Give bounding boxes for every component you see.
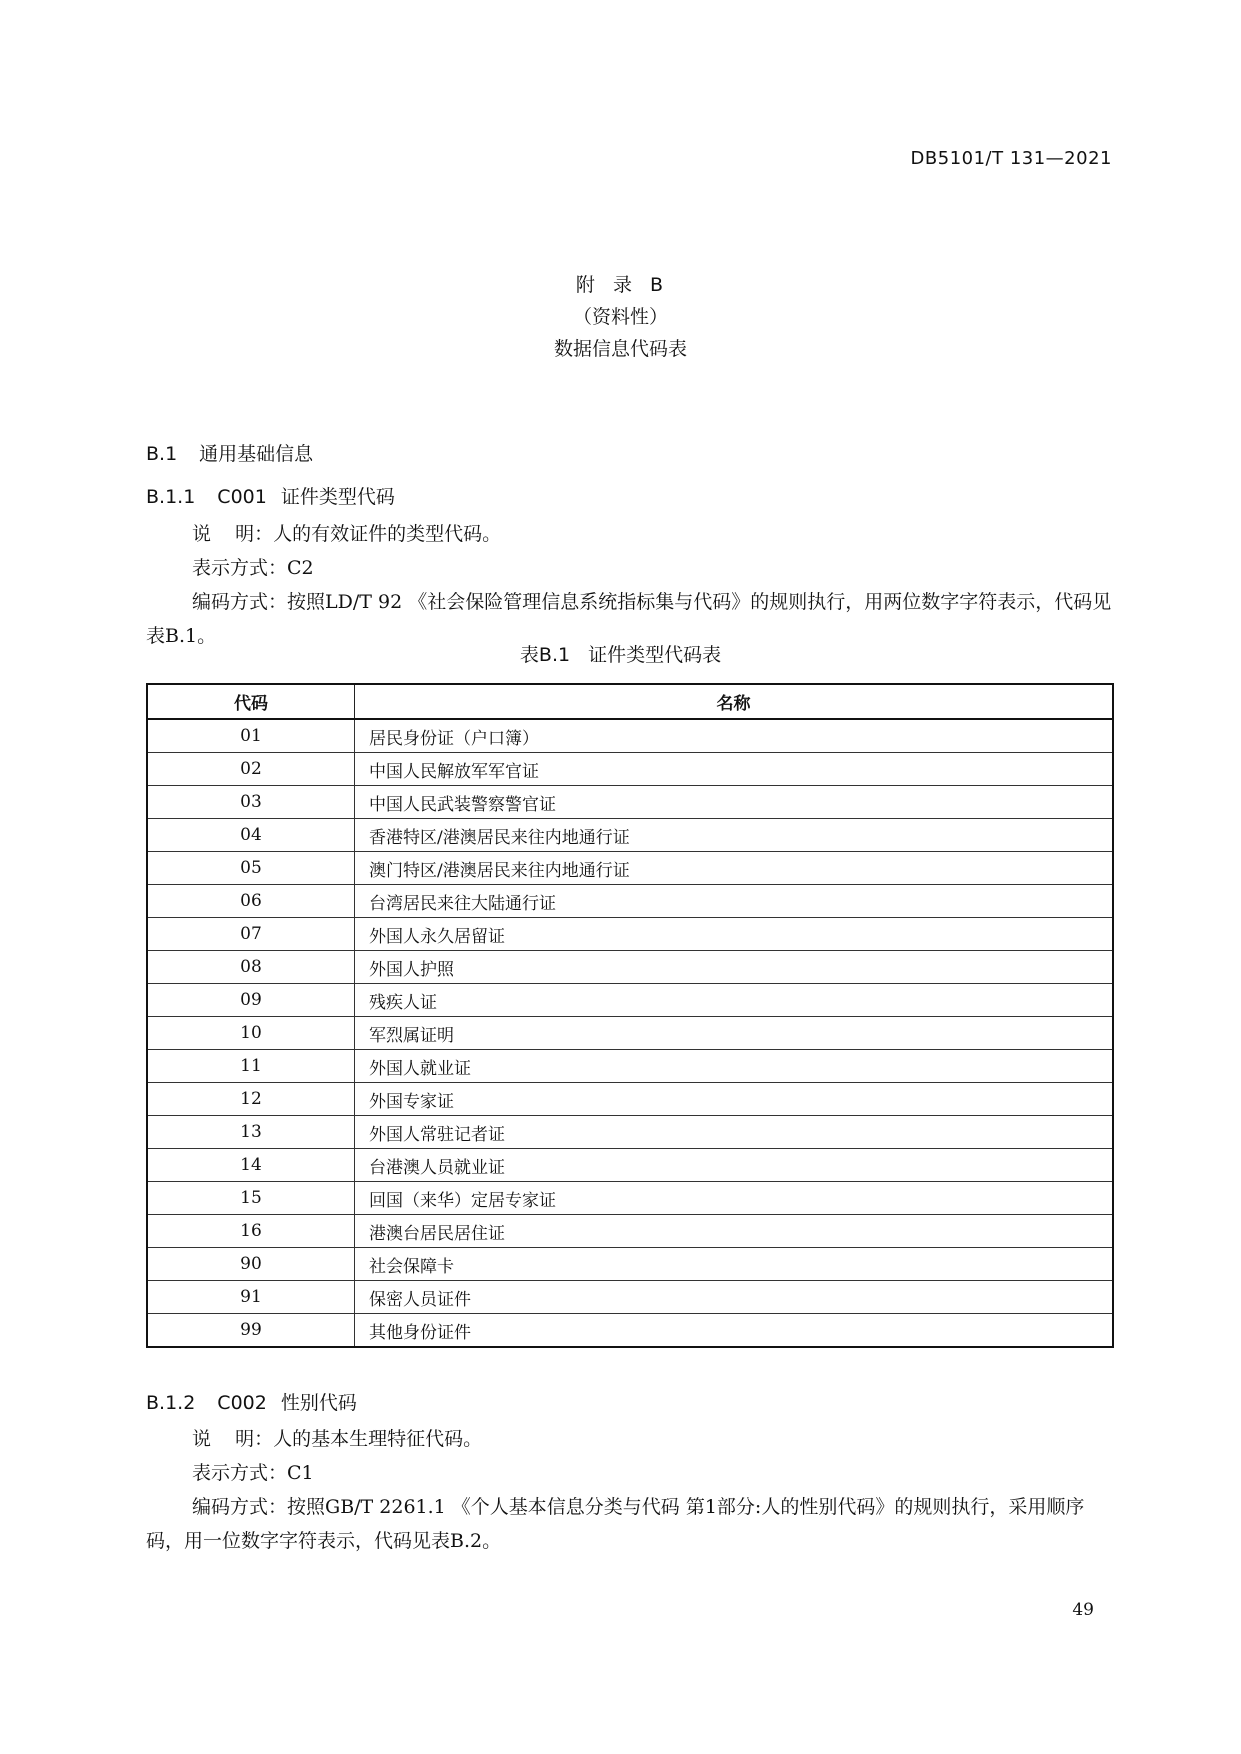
table-row <box>147 1116 1113 1149</box>
description-text: 人的基本生理特征代码。 <box>273 1428 483 1450</box>
cell-name: 外国人常驻记者证 <box>355 1116 1114 1149</box>
table-row <box>147 885 1113 918</box>
cell-name: 台港澳人员就业证 <box>355 1149 1114 1182</box>
table-row <box>147 852 1113 885</box>
description-line <box>146 517 1116 551</box>
cell-name: 外国人护照 <box>355 951 1114 984</box>
cell-code: 14 <box>147 1149 355 1182</box>
encoding-paragraph <box>146 1490 1116 1558</box>
cell-name: 澳门特区/港澳居民来往内地通行证 <box>355 852 1114 885</box>
encoding-label: 编码方式： <box>192 1496 288 1518</box>
appendix-nature: （资料性） <box>572 306 668 328</box>
encoding-label: 编码方式： <box>192 591 288 613</box>
section-number: B.1.2 <box>146 1392 196 1414</box>
cell-code: 02 <box>147 753 355 786</box>
cell-code: 90 <box>147 1248 355 1281</box>
table-row <box>147 984 1113 1017</box>
cell-name: 台湾居民来往大陆通行证 <box>355 885 1114 918</box>
table-body <box>147 719 1113 1347</box>
encoding-text: 按照GB/T 2261.1 《个人基本信息分类与代码 第1部分:人的性别代码》的规则执行，采用顺序码，用一位数字字符表示，代码见表B.2。 <box>146 1496 1085 1552</box>
cell-code: 03 <box>147 786 355 819</box>
table-row <box>147 719 1113 753</box>
table-header-row <box>147 684 1113 719</box>
appendix-name: 数据信息代码表 <box>553 338 687 360</box>
table-row <box>147 1248 1113 1281</box>
representation-text: C2 <box>287 557 314 579</box>
cell-code: 07 <box>147 918 355 951</box>
section-b1-heading <box>146 439 313 466</box>
table-row <box>147 918 1113 951</box>
description-line <box>146 1422 1116 1456</box>
table-row <box>147 1281 1113 1314</box>
certificate-type-table <box>146 683 1114 1348</box>
section-b12-heading <box>146 1388 357 1415</box>
encoding-text: 按照LD/T 92 《社会保险管理信息系统指标集与代码》的规则执行，用两位数字字符表示，代码见表B.1。 <box>146 591 1112 647</box>
cell-name: 残疾人证 <box>355 984 1114 1017</box>
section-number: B.1.1 <box>146 486 196 508</box>
cell-code: 05 <box>147 852 355 885</box>
cell-name: 中国人民武装警察警官证 <box>355 786 1114 819</box>
section-b11-heading <box>146 482 395 509</box>
cell-name: 居民身份证（户口簿） <box>355 719 1114 753</box>
table-row <box>147 753 1113 786</box>
cell-code: 15 <box>147 1182 355 1215</box>
table-row <box>147 1017 1113 1050</box>
table-row <box>147 1215 1113 1248</box>
cell-code: 13 <box>147 1116 355 1149</box>
description-label: 说 明： <box>192 523 274 545</box>
table-row <box>147 951 1113 984</box>
table-caption <box>0 640 1241 667</box>
cell-name: 军烈属证明 <box>355 1017 1114 1050</box>
cell-code: 16 <box>147 1215 355 1248</box>
section-title: 证件类型代码 <box>280 486 395 508</box>
cell-code: 04 <box>147 819 355 852</box>
table-title: 证件类型代码表 <box>588 644 722 666</box>
representation-label: 表示方式： <box>192 1462 288 1484</box>
table-row <box>147 1182 1113 1215</box>
cell-code: 09 <box>147 984 355 1017</box>
cell-name: 回国（来华）定居专家证 <box>355 1182 1114 1215</box>
cell-code: 12 <box>147 1083 355 1116</box>
cell-name: 外国人就业证 <box>355 1050 1114 1083</box>
cell-name: 外国专家证 <box>355 1083 1114 1116</box>
document-code: DB5101/T 131—2021 <box>910 148 1112 169</box>
table-row <box>147 1083 1113 1116</box>
representation-line <box>146 551 1116 585</box>
representation-label: 表示方式： <box>192 557 288 579</box>
section-b12-body <box>146 1422 1116 1558</box>
representation-line <box>146 1456 1116 1490</box>
section-number: B.1 <box>146 443 178 465</box>
table-row <box>147 1314 1113 1348</box>
description-label: 说 明： <box>192 1428 274 1450</box>
cell-code: 06 <box>147 885 355 918</box>
table-row <box>147 819 1113 852</box>
cell-name: 社会保障卡 <box>355 1248 1114 1281</box>
section-title: 性别代码 <box>280 1392 357 1414</box>
column-header-code: 代码 <box>147 684 355 719</box>
table-number: 表B.1 <box>519 644 571 666</box>
cell-name: 保密人员证件 <box>355 1281 1114 1314</box>
page-number: 49 <box>1072 1600 1094 1620</box>
table-row <box>147 786 1113 819</box>
cell-code: 91 <box>147 1281 355 1314</box>
cell-name: 中国人民解放军军官证 <box>355 753 1114 786</box>
section-code: C001 <box>217 486 267 508</box>
section-title: 通用基础信息 <box>199 443 314 465</box>
cell-code: 11 <box>147 1050 355 1083</box>
cell-code: 10 <box>147 1017 355 1050</box>
cell-name: 香港特区/港澳居民来往内地通行证 <box>355 819 1114 852</box>
column-header-name: 名称 <box>355 684 1114 719</box>
cell-name: 港澳台居民居住证 <box>355 1215 1114 1248</box>
representation-text: C1 <box>287 1462 314 1484</box>
table-row <box>147 1149 1113 1182</box>
description-text: 人的有效证件的类型代码。 <box>273 523 502 545</box>
cell-code: 08 <box>147 951 355 984</box>
table-row <box>147 1050 1113 1083</box>
section-code: C002 <box>217 1392 267 1414</box>
appendix-title: 附 录 B <box>575 274 666 296</box>
cell-code: 01 <box>147 719 355 753</box>
cell-name: 其他身份证件 <box>355 1314 1114 1348</box>
cell-code: 99 <box>147 1314 355 1348</box>
cell-name: 外国人永久居留证 <box>355 918 1114 951</box>
section-b11-body <box>146 517 1116 653</box>
